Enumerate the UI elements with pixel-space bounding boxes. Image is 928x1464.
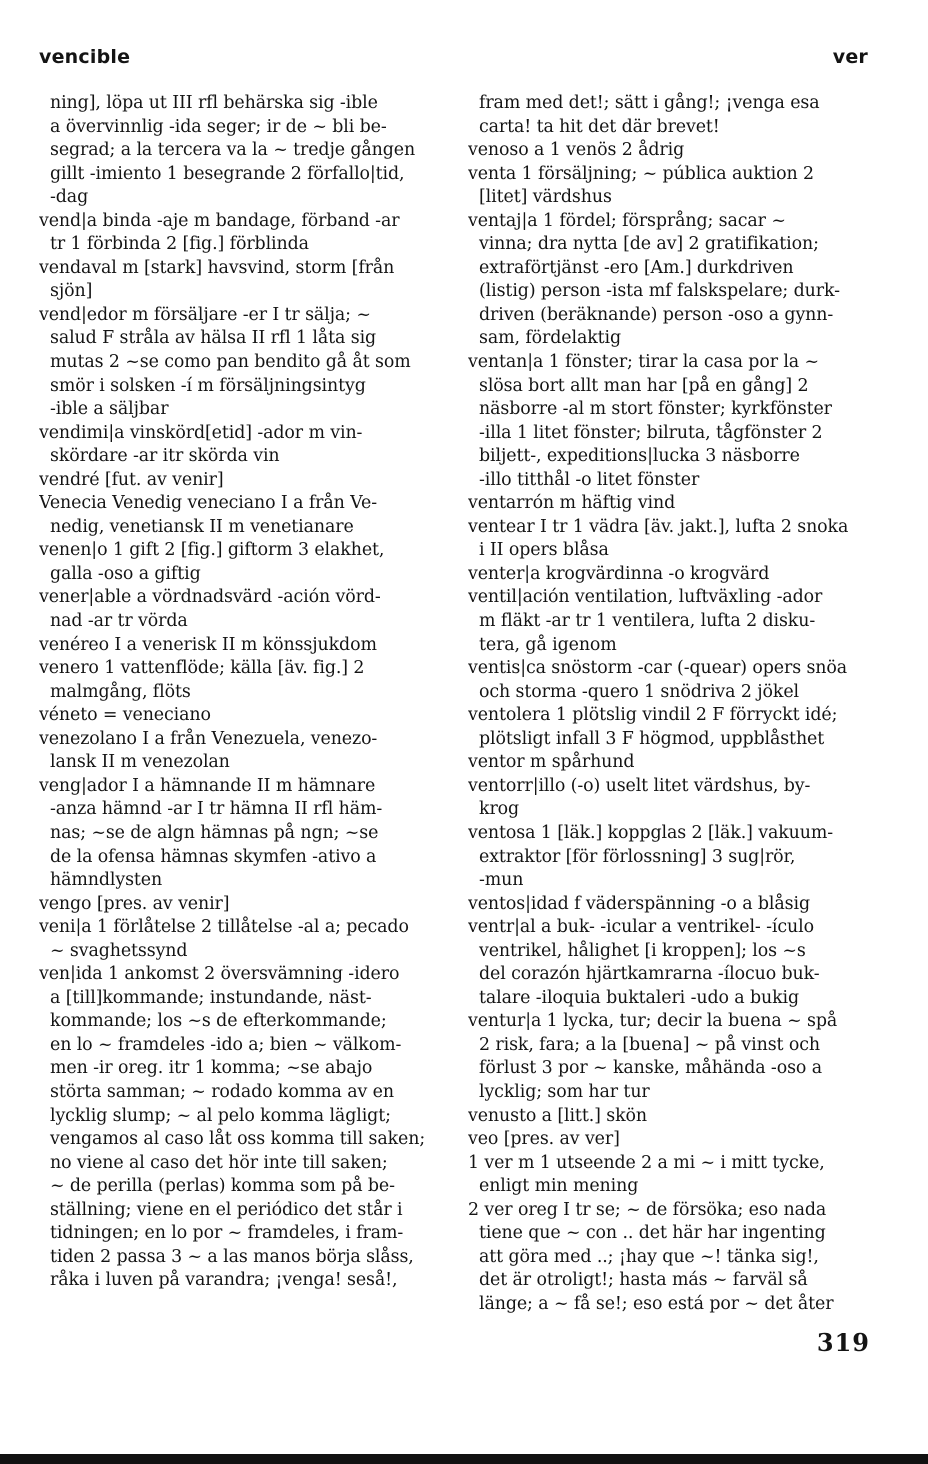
entry-headword-line: ventis|ca snöstorm -car (-quear) opers snöa (468, 658, 848, 679)
entry-continuation-line: fram med det!; sätt i gång!; ¡venga esa (479, 93, 820, 113)
entry-headword-line: venter|a krogvärdinna -o krogvärd (468, 563, 770, 584)
entry-continuation-line: kommande; los ~s de efterkommande; (50, 1011, 387, 1032)
entry-headword-line: Venecia Venedig veneciano I a från Ve- (39, 493, 377, 514)
entry-continuation-line: lansk II m venezolan (50, 752, 230, 773)
entry-headword-line: venero 1 vattenflöde; källa [äv. fig.] 2 (39, 658, 365, 679)
entry-headword-line: 2 ver oreg I tr se; ~ de försöka; eso nada (468, 1199, 827, 1220)
entry-continuation-line: länge; a ~ få se!; eso está por ~ det åter (479, 1293, 834, 1314)
entry-continuation-line: slösa bort allt man har [på en gång] 2 (479, 375, 809, 396)
entry-continuation-line: ~ de perilla (perlas) komma som på be- (50, 1176, 395, 1197)
entry-continuation-line: [litet] värdshus (479, 187, 612, 208)
entry-continuation-line: ventrikel, hålighet [i kroppen]; los ~s (479, 940, 806, 961)
entry-continuation-line: plötsligt infall 3 F högmod, uppblåsthet (479, 728, 825, 749)
entry-headword-line: ventear I tr 1 vädra [äv. jakt.], lufta 2 snoka (468, 516, 849, 537)
entry-headword-line: 1 ver m 1 utseende 2 a mi ~ i mitt tycke, (468, 1152, 825, 1173)
entry-continuation-line: lycklig slump; ~ al pelo komma lägligt; (50, 1105, 391, 1126)
entry-continuation-line: -anza hämnd -ar I tr hämna II rfl häm- (50, 799, 383, 820)
entry-continuation-line: vinna; dra nytta [de av] 2 gratifikation; (479, 234, 819, 255)
entry-continuation-line: och storma -quero 1 snödriva 2 jökel (479, 681, 799, 702)
entry-continuation-line: biljett-, expeditions|lucka 3 näsborre (479, 446, 800, 467)
entry-continuation-line: segrad; a la tercera va la ~ tredje gången (50, 140, 416, 161)
entry-headword-line: venen|o 1 gift 2 [fig.] giftorm 3 elakhet, (39, 540, 385, 561)
entry-headword-line: vengo [pres. av venir] (39, 893, 230, 914)
entry-continuation-line: ~ svaghetssynd (50, 940, 188, 961)
entry-continuation-line: tiden 2 passa 3 ~ a las manos börja slåss, (50, 1246, 414, 1267)
entry-continuation-line: extraförtjänst -ero [Am.] durkdriven (479, 257, 794, 278)
entry-headword-line: venéreo I a venerisk II m könssjukdom (39, 634, 377, 655)
entry-headword-line: venta 1 försäljning; ~ pública auktion 2 (468, 163, 814, 184)
right-column (468, 92, 870, 1316)
entry-continuation-line: malmgång, flöts (50, 681, 191, 702)
entry-continuation-line: del corazón hjärtkamrarna -ílocuo buk- (479, 964, 820, 985)
entry-continuation-line: i II opers blåsa (479, 540, 609, 561)
entry-continuation-line: men -ir oreg. itr 1 komma; ~se abajo (50, 1058, 373, 1079)
entry-headword-line: véneto = veneciano (39, 705, 211, 726)
entry-continuation-line: carta! ta hit det där brevet! (479, 116, 720, 137)
entry-continuation-line: ställning; viene en el periódico det står i (50, 1199, 403, 1220)
entry-continuation-line: 2 risk, fara; a la [buena] ~ på vinst och (479, 1034, 820, 1055)
entry-continuation-line: ning], löpa ut III rfl behärska sig -ible (50, 93, 378, 113)
entry-continuation-line: sam, fördelaktig (479, 328, 622, 349)
entry-continuation-line: galla -oso a giftig (50, 563, 201, 584)
entry-continuation-line: -ible a säljbar (50, 399, 169, 420)
entry-continuation-line: nedig, venetiansk II m venetianare (50, 516, 354, 537)
entry-headword-line: venezolano I a från Venezuela, venezo- (39, 728, 378, 749)
entry-continuation-line: sjön] (50, 281, 93, 302)
entry-headword-line: ventorr|illo (-o) uselt litet värdshus, by- (468, 775, 811, 796)
entry-continuation-line: (listig) person -ista mf falskspelare; durk- (479, 281, 840, 302)
entry-continuation-line: salud F stråla av hälsa II rfl 1 låta sig (50, 328, 377, 349)
entry-continuation-line: nas; ~se de algn hämnas på ngn; ~se (50, 822, 379, 843)
page-number: 319 (816, 1328, 870, 1357)
entry-headword-line: ventaj|a 1 fördel; försprång; sacar ~ (468, 210, 786, 231)
entry-continuation-line: enligt min mening (479, 1176, 639, 1197)
entry-continuation-line: krog (479, 799, 520, 820)
entry-continuation-line: -illa 1 litet fönster; bilruta, tågfönster 2 (479, 422, 823, 443)
entry-continuation-line: a övervinnlig -ida seger; ir de ~ bli be- (50, 116, 387, 137)
entry-headword-line: vener|able a vördnadsvärd -ación vörd- (39, 587, 381, 608)
entry-continuation-line: talare -iloquia buktaleri -udo a bukig (479, 987, 800, 1008)
entry-continuation-line: de la ofensa hämnas skymfen -ativo a (50, 846, 377, 867)
entry-headword-line: ventor m spårhund (468, 752, 635, 773)
entry-headword-line: venusto a [litt.] skön (468, 1105, 647, 1126)
entry-continuation-line: hämndlysten (50, 870, 163, 891)
entry-headword-line: vend|a binda -aje m bandage, förband -ar (39, 210, 400, 231)
entry-headword-line: ventos|idad f väderspänning -o a blåsig (468, 893, 810, 914)
entry-headword-line: veng|ador I a hämnande II m hämnare (39, 775, 376, 796)
entry-headword-line: venoso a 1 venös 2 ådrig (468, 140, 685, 161)
entry-continuation-line: gillt -imiento 1 besegrande 2 förfallo|tid, (50, 163, 405, 184)
entry-headword-line: ventur|a 1 lycka, tur; decir la buena ~ spå (468, 1011, 838, 1032)
entry-continuation-line: råka i luven på varandra; ¡venga! seså!, (50, 1270, 398, 1291)
entry-continuation-line: no viene al caso det hör inte till saken; (50, 1152, 388, 1173)
entry-headword-line: veni|a 1 förlåtelse 2 tillåtelse -al a; pecado (39, 917, 409, 938)
entry-continuation-line: det är otroligt!; hasta más ~ farväl så (479, 1270, 808, 1291)
entry-continuation-line: tera, gå igenom (479, 634, 617, 655)
scan-edge-bar (0, 1454, 928, 1464)
entry-headword-line: veo [pres. av ver] (468, 1129, 620, 1150)
entry-continuation-line: tidningen; en lo por ~ framdeles, i fram- (50, 1223, 404, 1244)
running-head-left: vencible (39, 46, 131, 68)
entry-continuation-line: förlust 3 por ~ kanske, måhända -oso a (479, 1058, 822, 1079)
entry-headword-line: vendré [fut. av venir] (39, 469, 224, 490)
entry-headword-line: ventr|al a buk- -icular a ventrikel- -ículo (468, 917, 814, 938)
entry-headword-line: ventolera 1 plötslig vindil 2 F förryckt idé; (468, 705, 838, 726)
entry-headword-line: vendaval m [stark] havsvind, storm [från (39, 257, 395, 278)
entry-continuation-line: nad -ar tr vörda (50, 611, 188, 632)
entry-headword-line: ventarrón m häftig vind (468, 493, 676, 514)
entry-continuation-line: vengamos al caso låt oss komma till saken; (50, 1129, 426, 1150)
entry-continuation-line: näsborre -al m stort fönster; kyrkfönster (479, 399, 832, 420)
entry-headword-line: ven|ida 1 ankomst 2 översvämning -idero (39, 964, 400, 985)
entry-headword-line: vend|edor m försäljare -er I tr sälja; ~ (39, 304, 371, 325)
entry-continuation-line: tiene que ~ con .. det här har ingenting (479, 1223, 826, 1244)
running-head-right: ver (832, 46, 868, 68)
left-column (39, 92, 440, 1293)
entry-continuation-line: tr 1 förbinda 2 [fig.] förblinda (50, 234, 309, 255)
entry-headword-line: ventil|ación ventilation, luftväxling -ador (468, 587, 823, 608)
entry-continuation-line: störta samman; ~ rodado komma av en (50, 1081, 394, 1102)
entry-continuation-line: -dag (50, 187, 89, 208)
entry-headword-line: vendimi|a vinskörd[etid] -ador m vin- (39, 422, 363, 443)
entry-continuation-line: mutas 2 ~se como pan bendito gå åt som (50, 352, 411, 373)
entry-continuation-line: -mun (479, 870, 524, 891)
entry-continuation-line: driven (beräknande) person -oso a gynn- (479, 304, 834, 325)
entry-continuation-line: en lo ~ framdeles -ido a; bien ~ välkom- (50, 1034, 402, 1055)
entry-continuation-line: m fläkt -ar tr 1 ventilera, lufta 2 disku- (479, 611, 816, 632)
entry-headword-line: ventan|a 1 fönster; tirar la casa por la ~ (468, 352, 819, 373)
entry-continuation-line: a [till]kommande; instundande, näst- (50, 987, 372, 1008)
entry-headword-line: ventosa 1 [läk.] koppglas 2 [läk.] vakuum- (468, 822, 834, 843)
entry-continuation-line: att göra med ..; ¡hay que ~! tänka sig!, (479, 1246, 819, 1267)
entry-continuation-line: extraktor [för förlossning] 3 sug|rör, (479, 846, 796, 867)
entry-continuation-line: -illo titthål -o litet fönster (479, 469, 700, 490)
entry-continuation-line: lycklig; som har tur (479, 1081, 650, 1102)
entry-continuation-line: smör i solsken -í m försäljningsintyg (50, 375, 366, 396)
entry-continuation-line: skördare -ar itr skörda vin (50, 446, 280, 467)
